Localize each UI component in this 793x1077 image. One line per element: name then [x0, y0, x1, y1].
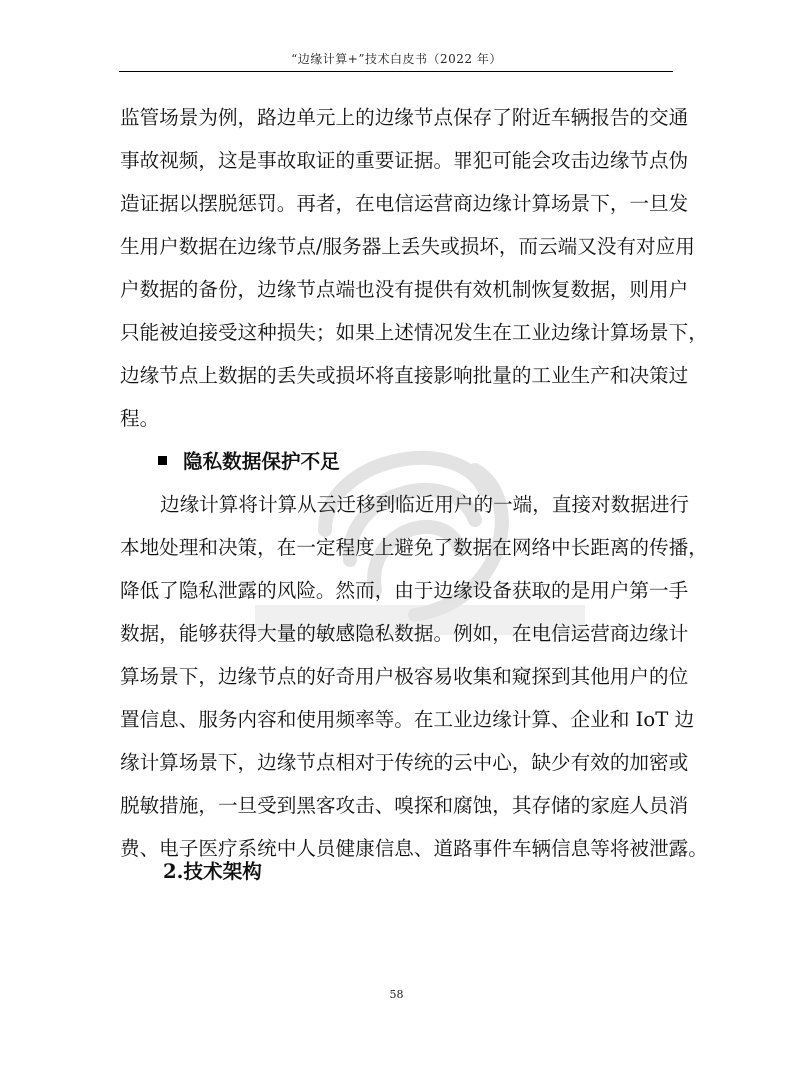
paragraph-line: 监管场景为例，路边单元上的边缘节点保存了附近车辆报告的交通	[120, 106, 689, 129]
section-heading: 2.技术架构	[163, 860, 262, 883]
bullet-heading-label: 隐私数据保护不足	[183, 450, 340, 473]
paragraph-line: 生用户数据在边缘节点/服务器上丢失或损坏，而云端又没有对应用	[120, 235, 695, 258]
paragraph-line: 造证据以摆脱惩罚。再者，在电信运营商边缘计算场景下，一旦发	[120, 192, 689, 215]
paragraph-line: 费、电子医疗系统中人员健康信息、道路事件车辆信息等将被泄露。	[120, 837, 708, 860]
paragraph-line: 程。	[120, 407, 160, 430]
paragraph-line: 脱敏措施，一旦受到黑客攻击、嗅探和腐蚀，其存储的家庭人员消	[120, 794, 689, 817]
paragraph-line: 算场景下，边缘节点的好奇用户极容易收集和窥探到其他用户的位	[120, 665, 689, 688]
bullet-heading	[120, 440, 662, 483]
square-bullet-icon	[158, 456, 167, 465]
paragraph-line: 数据，能够获得大量的敏感隐私数据。例如，在电信运营商边缘计	[120, 622, 689, 645]
paragraph-line: 本地处理和决策，在一定程度上避免了数据在网络中长距离的传播，	[120, 536, 708, 559]
page-number: 58	[389, 988, 404, 1001]
paragraph-line: 只能被迫接受这种损失；如果上述情况发生在工业边缘计算场景下，	[120, 321, 708, 344]
header-divider	[119, 71, 673, 72]
paragraph-line: 边缘计算将计算从云迁移到临近用户的一端，直接对数据进行	[160, 493, 690, 516]
paragraph-line: 降低了隐私泄露的风险。然而，由于边缘设备获取的是用户第一手	[120, 579, 689, 602]
paragraph-line: 缘计算场景下，边缘节点相对于传统的云中心，缺少有效的加密或	[120, 751, 689, 774]
paragraph-line: 户数据的备份，边缘节点端也没有提供有效机制恢复数据，则用户	[120, 278, 689, 301]
main-text	[120, 96, 708, 870]
running-header: “边缘计算+”技术白皮书（2022 年）	[291, 52, 502, 66]
paragraph-line: 边缘节点上数据的丢失或损坏将直接影响批量的工业生产和决策过	[120, 364, 689, 387]
paragraph-line: 事故视频，这是事故取证的重要证据。罪犯可能会攻击边缘节点伪	[120, 149, 689, 172]
paragraph-line: 置信息、服务内容和使用频率等。在工业边缘计算、企业和 IoT 边	[120, 708, 695, 731]
